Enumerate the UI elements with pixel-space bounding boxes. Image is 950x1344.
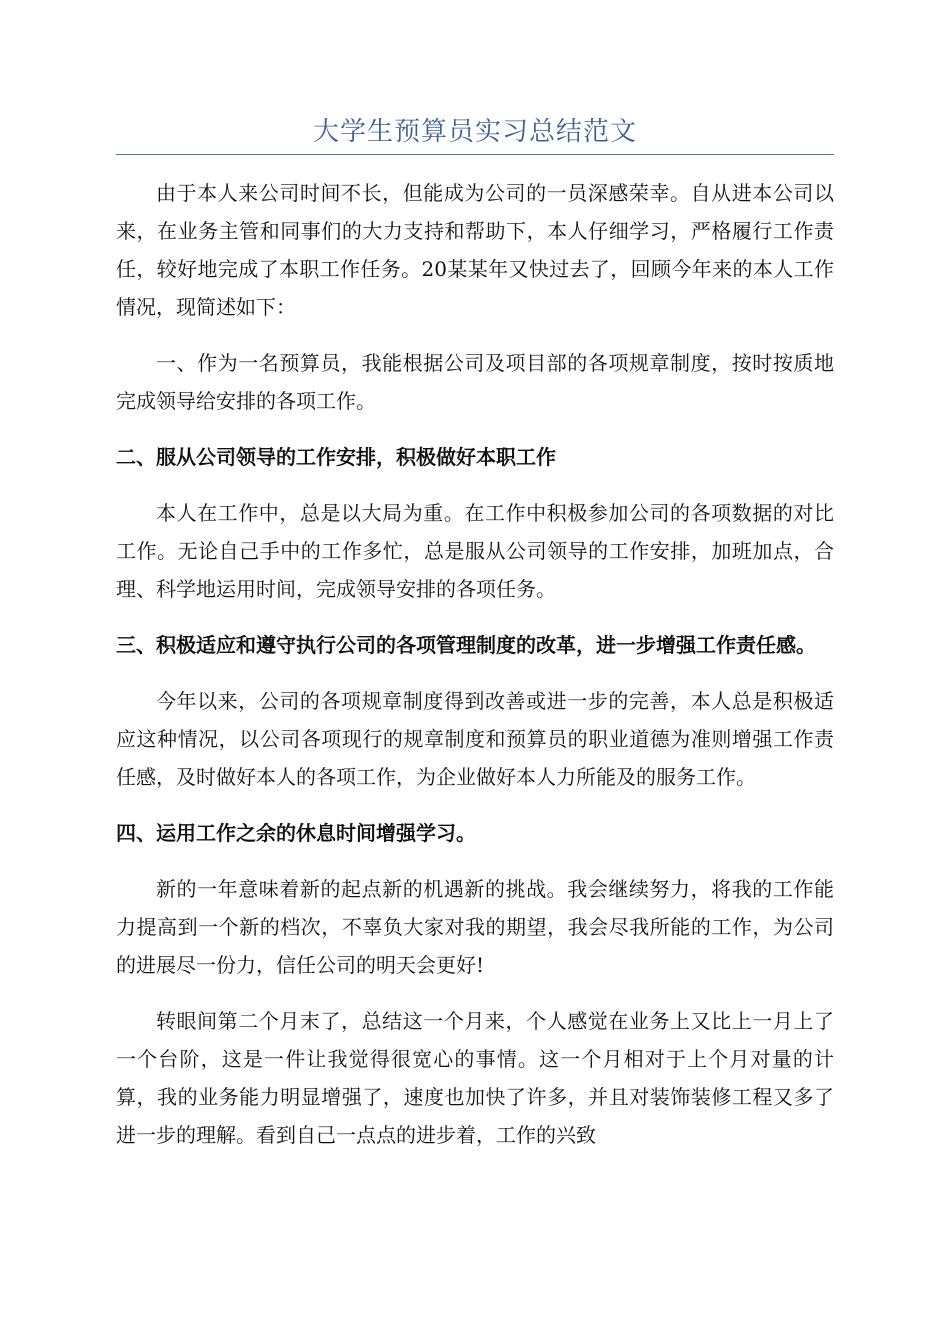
section-heading-3: 三、积极适应和遵守执行公司的各项管理制度的改革，进一步增强工作责任感。: [116, 633, 816, 657]
paragraph-intro: 由于本人来公司时间不长，但能成为公司的一员深感荣幸。自从进本公司以来，在业务主管和同事们的大力支持和帮助下，本人仔细学习，严格履行工作责任，较好地完成了本职工作任务。20某某年又快过去了，回顾今年来的本人工作情况，现简述如下：: [116, 181, 834, 319]
paragraph-section-2: 本人在工作中，总是以大局为重。在工作中积极参加公司的各项数据的对比工作。无论自己手中的工作多忙，总是服从公司领导的工作安排，加班加点，合理、科学地运用时间，完成领导安排的各项任务。: [116, 501, 834, 601]
section-heading-4: 四、运用工作之余的休息时间增强学习。: [116, 821, 476, 845]
document-title: 大学生预算员实习总结范文: [312, 117, 637, 147]
paragraph-monthly-summary: 转眼间第二个月末了，总结这一个月来，个人感觉在业务上又比上一月上了一个台阶，这是一件让我觉得很宽心的事情。这一个月相对于上个月对量的计算，我的业务能力明显增强了，速度也加快了许多，并且对装饰装修工程又多了进一步的理解。看到自己一点点的进步着，工作的兴致: [116, 1009, 834, 1147]
paragraph-section-4: 新的一年意味着新的起点新的机遇新的挑战。我会继续努力，将我的工作能力提高到一个新的档次，不辜负大家对我的期望，我会尽我所能的工作，为公司的进展尽一份力，信任公司的明天会更好!: [116, 877, 834, 977]
section-heading-2: 二、服从公司领导的工作安排，积极做好本职工作: [116, 445, 556, 469]
paragraph-section-1: 一、作为一名预算员，我能根据公司及项目部的各项规章制度，按时按质地完成领导给安排的各项工作。: [116, 351, 834, 413]
title-underline-divider: [116, 154, 834, 155]
document-body: [116, 174, 834, 1172]
paragraph-section-3: 今年以来，公司的各项规章制度得到改善或进一步的完善，本人总是积极适应这种情况，以公司各项现行的规章制度和预算员的职业道德为准则增强工作责任感，及时做好本人的各项工作，为企业做好本人力所能及的服务工作。: [116, 689, 834, 789]
